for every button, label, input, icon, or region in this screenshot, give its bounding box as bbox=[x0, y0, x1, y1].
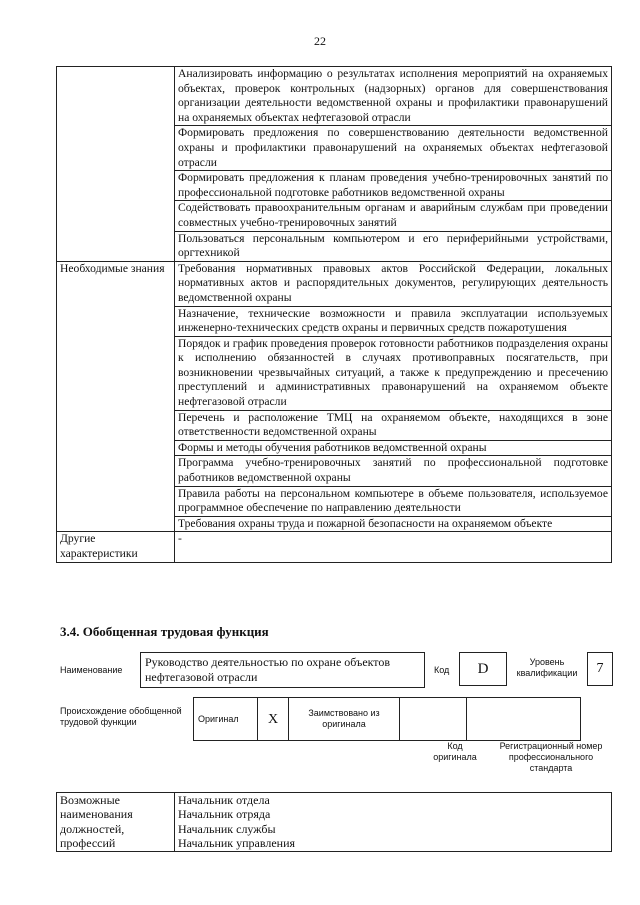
original-mark: X bbox=[258, 698, 289, 741]
position-item: Начальник отдела bbox=[178, 793, 270, 807]
position-item: Начальник службы bbox=[178, 821, 276, 836]
knowledge-item: Правила работы на персональном компьютере в объеме пользователя, используемое программное обеспечение по направлению деятельности bbox=[175, 486, 612, 516]
positions-label: Возможные наименования должностей, профессий bbox=[57, 793, 175, 852]
name-label: Наименование bbox=[60, 665, 123, 675]
origin-label: Происхождение обобщенной трудовой функции bbox=[60, 706, 182, 727]
reg-number-cell bbox=[467, 698, 581, 741]
action-item: Пользоваться персональным компьютером и его периферийными устройствами, оргтехникой bbox=[175, 231, 612, 261]
table-row bbox=[57, 793, 612, 852]
function-name-box: Руководство деятельностью по охране объектов нефтегазовой отрасли bbox=[140, 652, 425, 688]
knowledge-label: Необходимые знания bbox=[57, 261, 175, 532]
positions-table bbox=[56, 792, 612, 852]
other-value: - bbox=[175, 532, 612, 563]
position-item: Начальник отряда bbox=[178, 807, 271, 822]
positions-list bbox=[175, 793, 612, 852]
origin-table bbox=[193, 697, 581, 741]
actions-label-cell bbox=[57, 67, 175, 262]
action-item: Содействовать правоохранительным органам и аварийным службам при проведении совместных учебно-тренировочных занятий bbox=[175, 201, 612, 231]
table-row bbox=[57, 261, 612, 306]
other-label: Другие характеристики bbox=[57, 532, 175, 563]
code-caption: Код оригинала bbox=[433, 741, 477, 762]
knowledge-item: Требования охраны труда и пожарной безопасности на охраняемом объекте bbox=[175, 516, 612, 532]
knowledge-item: Назначение, технические возможности и правила эксплуатации используемых инженерно-технических средств охраны и первичных средств пожаротушения bbox=[175, 306, 612, 336]
table-row bbox=[194, 698, 581, 741]
page-number: 22 bbox=[314, 34, 326, 48]
position-item: Начальник управления bbox=[178, 836, 296, 851]
borrowed-label: Заимствовано из оригинала bbox=[289, 698, 400, 741]
action-item: Формировать предложения по совершенствованию деятельности ведомственной охраны и профилактики правонарушений на охраняемых объектах нефтегазовой отрасли bbox=[175, 126, 612, 171]
knowledge-item: Программа учебно-тренировочных занятий по профессиональной подготовке работников ведомственной охраны bbox=[175, 456, 612, 486]
knowledge-item: Формы и методы обучения работников ведомственной охраны bbox=[175, 440, 612, 456]
level-value-box: 7 bbox=[587, 652, 613, 686]
original-code-cell bbox=[400, 698, 467, 741]
knowledge-item: Требования нормативных правовых актов Российской Федерации, локальных нормативных актов и распорядительных документов, регулирующих деятельность ведомственной охраны bbox=[175, 261, 612, 306]
table-row bbox=[57, 532, 612, 563]
code-label: Код bbox=[434, 665, 450, 675]
action-item: Формировать предложения к планам проведения учебно-тренировочных занятий по профессиональной подготовке работников ведомственной охраны bbox=[175, 171, 612, 201]
knowledge-item: Порядок и график проведения проверок готовности работников подразделения охраны к исполнению обязанностей в случаях противоправных посягательств, при возникновении чрезвычайных ситуаций, а также к предупреждению и пресечению преступлений и административных правонарушений на охраняемом объекте нефтегазовой отрасли bbox=[175, 336, 612, 410]
reg-caption: Регистрационный номер профессионального стандарта bbox=[499, 741, 603, 773]
level-label: Уровень квалификации bbox=[516, 657, 578, 678]
labor-function-table bbox=[56, 66, 612, 563]
table-row bbox=[57, 67, 612, 126]
section-title: 3.4. Обобщенная трудовая функция bbox=[60, 624, 269, 639]
knowledge-item: Перечень и расположение ТМЦ на охраняемом объекте, находящихся в зоне ответственности ведомственной охраны bbox=[175, 410, 612, 440]
code-value-box: D bbox=[459, 652, 507, 686]
original-label: Оригинал bbox=[194, 698, 258, 741]
action-item: Анализировать информацию о результатах исполнения мероприятий на охраняемых объектах, проверок контрольных (надзорных) органов для совершенствования организации деятельности ведомственной охраны и профилактики правонарушений на охраняемых объектах нефтегазовой отрасли bbox=[175, 67, 612, 126]
